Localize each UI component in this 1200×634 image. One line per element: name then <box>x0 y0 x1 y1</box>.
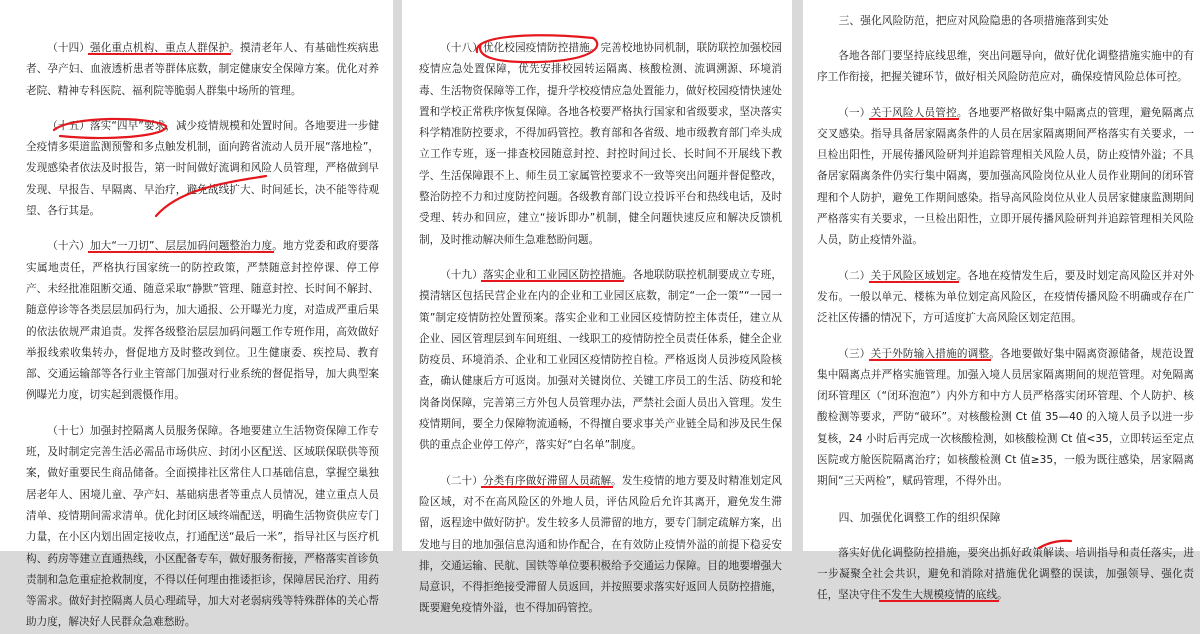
underlined-heading: 加大“一刀切”、层层加码问题整治力度 <box>89 240 273 253</box>
paragraph-body: 。各地要做好集中隔离资源储备，规范设置集中隔离点并严格实施管理。加强入境人员居家隔离期间的规范管理。对免隔离闭环管理区（“闭环泡泡”）内外方和中方人员严格落实闭环管理、个人防护、核酸检测等要求，严防“破环”。对核酸检测 Ct 值 35—40 的入境人员予以进一步复核，24 小时后再完成一次核酸检测，如核酸检测 Ct 值<35，立即转运至定点医院或方舱医院隔离治疗；如核酸检测 Ct 值≥35，一般为既往感染，居家隔离期间“三天两检”，赋码管理，不得外出。 <box>817 347 1195 488</box>
underlined-phrase: 不发生大规模疫情的底线 <box>880 589 998 602</box>
document-page-middle <box>402 0 792 615</box>
underlined-heading: 关于风险区域划定 <box>870 269 957 282</box>
underlined-heading: 强化重点机构、重点人群保护 <box>90 42 230 54</box>
underlined-heading: 落实企业和工业园区防控措施 <box>482 268 622 281</box>
circled-heading: 优化校园疫情防控措施 <box>483 42 590 54</box>
paragraph-body: 。发生疫情的地方要及时精准划定风险区域，对不在高风险区的外地人员，评估风险后允许其离开，避免发生滞留，返程途中做好防护。发生较多人员滞留的地方，要专门制定疏解方案，出发地与目的地加强信息沟通和协作配合，在有效防止疫情外溢的前提下稳妥安排，交通运输、民航、国铁等单位要积极给予交通运力保障。目的地要增强大局意识，不得拒绝接受滞留人员返回，并按照要求落实好返回人员防控措施，既要避免疫情外溢，也不得加码管控。 <box>419 474 783 615</box>
paragraph-body: 。完善校地协同机制，联防联控加强校园疫情应急处置保障，优先安排校园转运隔离、核酸检测、流调溯源、环境消毒、生活物资保障等工作，提升学校疫情应急处置能力，做好校园疫情快速处置和学校正常秩序恢复保障。各地各校要严格执行国家和省级要求，坚决落实科学精准防控要求，不得加码管控。教育部和各省级、地市级教育部门牵头成立工作专班，逐一排查校园随意封控、封控时间过长、长时间不开展线下教学、生活保障跟不上、师生员工家属管控要求不一致等突出问题并督促整改，整治防控不力和过度防控问题。各级教育部门设立投诉平台和热线电话，及时受理、转办和回应，建立“接诉即办”机制，健全问题快速反应和解决反馈机制，及时推动解决师生急难愁盼问题。 <box>419 42 783 246</box>
paragraph-17 <box>26 421 379 634</box>
item-number: （二） <box>838 269 871 282</box>
paragraph-body: 。各地要严格做好集中隔离点的管理，避免隔离点交叉感染。指导具备居家隔离条件的人员在居家隔离期间严格落实有关要求，一旦检出阳性，开展传播风险研判并追踪管理相关风险人员，防止疫情外溢；不具备居家隔离条件仍实行集中隔离，要加强高风险岗位从业人员作业期间的闭环管理和个人防护，避免工作期间感染。指导高风险岗位从业人员居家健康监测期间严格落实有关要求，一旦检出阳性，立即开展传播风险研判并追踪管理相关风险人员，防止疫情外溢。 <box>817 106 1195 247</box>
section-4-text: 落实好优化调整防控措施，要突出抓好政策解读、培训指导和责任落实，进一步凝聚全社会共识，避免和消除对措施优化调整的误读，加强领导、强化责任，坚决守住不发生大规模疫情的底线 。 <box>817 546 1194 602</box>
paragraph-body: 。地方党委和政府要落实属地责任，严格执行国家统一的防控政策，严禁随意封控停课、停工停产、未经批准阻断交通、随意采取“静默”管理、随意封控、长时间不解封、随意停诊等各类层层加码行为，加大通报、公开曝光力度，对造成严重后果的依法依规严肃追责。发挥各级整治层层加码问题工作专班作用，高效做好举报线索收集转办，督促地方及时整改到位。卫生健康委、疾控局、教育部、交通运输部等各行业主管部门加强对行业系统的督促指导，加大典型案例曝光力度，切实起到震慑作用。 <box>26 240 379 402</box>
circled-heading: 落实“四早”要求 <box>90 120 165 132</box>
item-number: （二十） <box>440 474 483 487</box>
item-number: （十六） <box>47 240 90 253</box>
item-number: （十五） <box>47 119 90 132</box>
section-3-heading: 三、强化风险防范，把应对风险隐患的各项措施落到实处 <box>838 14 1109 27</box>
document-page-right <box>803 0 1200 602</box>
paragraph-body: 。摸清老年人、有基础性疾病患者、孕产妇、血液透析患者等群体底数，制定健康安全保障方案。优化对养老院、精神专科医院、福利院等脆弱人群集中场所的管理。 <box>26 42 380 97</box>
paragraph-15 <box>26 116 379 222</box>
paragraph-body: 。各地联防联控机制要成立专班，摸清辖区包括民营企业在内的企业和工业园区底数，制定“一企一策”“一园一策”制定疫情防控处置预案。落实企业和工业园区疫情防控主体责任，建立从企业、园区管理层到车间班组、一线职工的疫情防控全员责任体系，健全企业防疫员、环境消杀、企业和工业园区疫情防控自检。严格返岗人员涉疫风险核查，确认健康后方可返岗。加强对关键岗位、关键工序员工的生活、防疫和轮岗备岗保障，完善第三方外包人员管理办法，严禁社会面人员出入管理。发生疫情期间，要全力保障物流通畅，不得擅自要求事关产业链全局和涉及民生保供的重点企业停工停产，落实好“白名单”制度。 <box>419 268 783 452</box>
item-number: （十八） <box>440 42 483 54</box>
paragraph-heading: 加强封控隔离人员服务保障 <box>90 424 219 437</box>
paragraph-3-3 <box>817 344 1194 493</box>
paragraph-body: 。各地要建立生活物资保障工作专班，及时制定完善生活必需品市场供应、封闭小区配送、区域联保联供等预案，做好重要民生商品储备。全面摸排社区常住人口基础信息，掌握空巢独居老年人、困境儿童、孕产妇、基础病患者等重点人员情况，建立重点人员清单、疫情期间需求清单。优化封闭区域终端配送，明确生活物资供应专门力量，在小区内划出固定接收点，打通配送“最后一米”，指导社区与医疗机构、药房等建立直通热线，小区配备专车，做好服务衔接，严格落实首诊负责制和急危重症抢救制度，不得以任何理由推诿拒诊，保障居民治疗、用药等需求。做好封控隔离人员心理疏导，加大对老弱病残等特殊群体的关心帮助力度，解决好人民群众急难愁盼。 <box>26 424 380 629</box>
paragraph-14 <box>26 38 379 102</box>
paragraph-3-1 <box>817 103 1194 252</box>
paragraph-19 <box>419 265 782 457</box>
paragraph-body: 。各地在疫情发生后，要及时划定高风险区并对外发布。一般以单元、楼栋为单位划定高风险区，在疫情传播风险不明确或存在广泛社区传播的情况下，方可适度扩大高风险区划定范围。 <box>817 269 1195 325</box>
item-number: （十九） <box>440 268 483 281</box>
paragraph-body: ，减少疫情规模和处置时间。各地要进一步健全疫情多渠道监测预警和多点触发机制，面向跨省流动人员开展“落地检”，发现感染者依法及时报告，第一时间做好流调和风险人员管理，严格做到早发现、早报告、早隔离、早治疗，避免战线扩大、时间延长，决不能等待观望、各行其是。 <box>26 119 380 218</box>
underlined-heading: 分类有序做好滞留人员疏解 <box>482 474 612 487</box>
paragraph-20 <box>419 471 782 620</box>
underlined-heading: 关于外防输入措施的调整 <box>870 347 990 360</box>
section-4-heading: 四、加强优化调整工作的组织保障 <box>838 510 1001 524</box>
section-3-intro: 各地各部门要坚持底线思维，突出问题导向，做好优化调整措施实施中的有序工作衔接，把握关键环节，做好相关风险防范应对，确保疫情风险总体可控。 <box>817 50 1194 84</box>
document-page-left <box>0 0 393 629</box>
paragraph-3-2 <box>817 266 1194 330</box>
item-number: （十四） <box>47 42 91 54</box>
underlined-heading: 关于风险人员管控 <box>870 106 957 119</box>
paragraph-16 <box>26 236 379 406</box>
item-number: （十七） <box>47 424 91 437</box>
item-number: （一） <box>838 106 871 119</box>
paragraph-18 <box>419 38 782 251</box>
item-number: （三） <box>838 347 871 360</box>
